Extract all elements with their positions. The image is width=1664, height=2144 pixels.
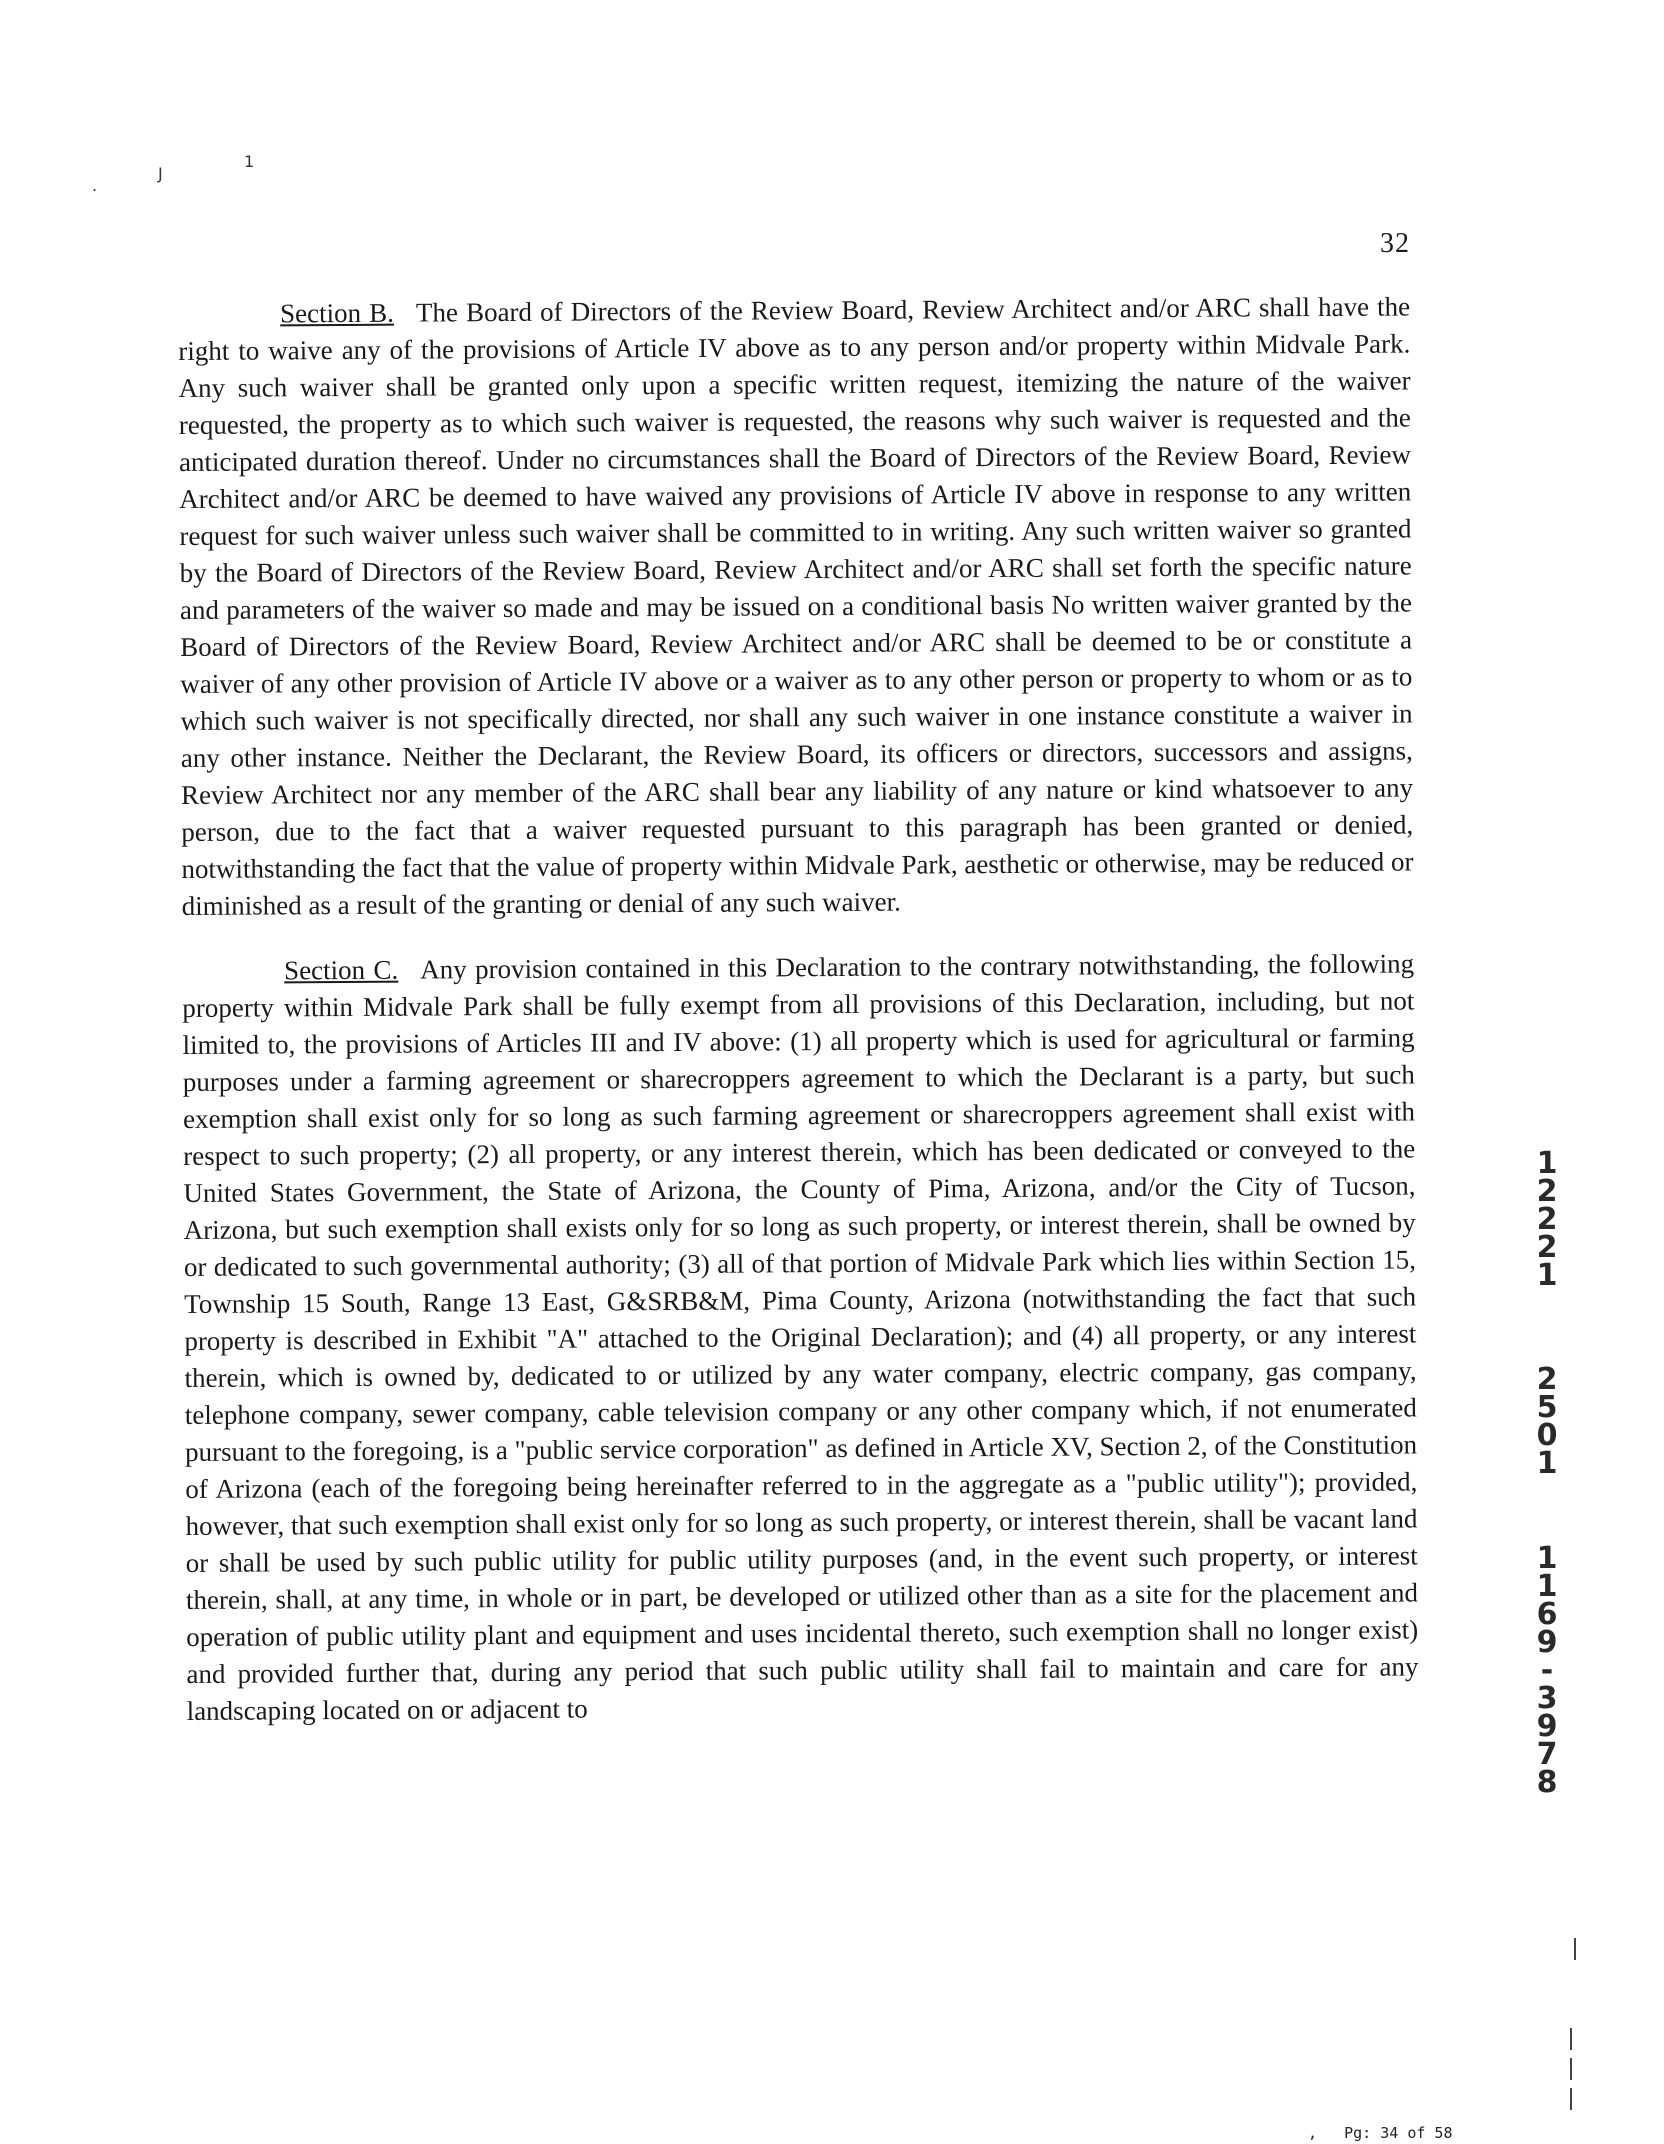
margin-tick	[1570, 2028, 1572, 2050]
section-b-label: Section B.	[280, 297, 395, 329]
scan-speck: 1	[244, 152, 255, 171]
footer-page-indicator: , Pg: 34 of 58	[1308, 2124, 1453, 2142]
section-b-paragraph	[178, 288, 1414, 925]
scan-speck: .	[92, 176, 98, 195]
section-c	[182, 945, 1419, 1730]
section-b	[178, 288, 1414, 925]
scan-speck: J	[158, 164, 163, 183]
section-c-label: Section C.	[284, 954, 399, 986]
recording-stamp-docket: 1 2 2 2 1	[1536, 1146, 1558, 1293]
margin-tick	[1570, 2058, 1572, 2080]
section-b-text: The Board of Directors of the Review Board, Review Architect and/or ARC shall have the right to waive any of the provisions of Article IV above as to any person and/or property within Midvale Park. Any such waiver shall be granted only upon a specific written request, itemizing the nature of the waiver requested, the property as to which such waiver is requested, the reasons why such waiver is requested and the anticipated duration thereof. Under no circumstances shall the Board of Directors of the Review Board, Review Architect and/or ARC be deemed to have waived any provisions of Article IV above in response to any written request for such waiver unless such waiver shall be committed to in writing. Any such written waiver so granted by the Board of Directors of the Review Board, Review Architect and/or ARC shall set forth the specific nature and parameters of the waiver so made and may be issued on a conditional basis No written waiver granted by the Board of Directors of the Review Board, Review Architect and/or ARC shall be deemed to be or constitute a waiver of any other provision of Article IV above or a waiver as to any other person or property to whom or as to which such waiver is not specifically directed, nor shall any such waiver in one instance constitute a waiver in any other instance. Neither the Declarant, the Review Board, its officers or directors, successors and assigns, Review Architect nor any member of the ARC shall bear any liability of any nature or kind whatsoever to any person, due to the fact that a waiver requested pursuant to this paragraph has been granted or denied, notwithstanding the fact that the value of property within Midvale Park, aesthetic or otherwise, may be reduced or diminished as a result of the granting or denial of any such waiver.	[178, 291, 1414, 921]
section-c-paragraph	[182, 945, 1419, 1730]
recording-stamp-sequence: 1 1 6 9 - 3 9 7 8	[1536, 1541, 1558, 1800]
margin-tick	[1570, 2088, 1572, 2110]
margin-tick	[1574, 1938, 1576, 1960]
page-number: 32	[1380, 228, 1410, 259]
document-body	[178, 288, 1419, 1757]
section-c-text: Any provision contained in this Declaration to the contrary notwithstanding, the following property within Midvale Park shall be fully exempt from all provisions of this Declaration, including, but not limited to, the provisions of Articles III and IV above: (1) all property which is used for agricultural or farming purposes under a farming agreement or sharecroppers agreement to which the Declarant is a party, but such exemption shall exist only for so long as such farming agreement or sharecroppers agreement shall exist with respect to such property; (2) all property, or any interest therein, which has been dedicated or conveyed to the United States Government, the State of Arizona, the County of Pima, Arizona, and/or the City of Tucson, Arizona, but such exemption shall exists only for so long as such property, or interest therein, shall be owned by or dedicated to such governmental authority; (3) all of that portion of Midvale Park which lies within Section 15, Township 15 South, Range 13 East, G&SRB&M, Pima County, Arizona (notwithstanding the fact that such property is described in Exhibit "A" attached to the Original Declaration); and (4) all property, or any interest therein, which is owned by, dedicated to or utilized by any water company, electric company, gas company, telephone company, sewer company, cable television company or any other company which, if not enumerated pursuant to the foregoing, is a "public service corporation" as defined in Article XV, Section 2, of the Constitution of Arizona (each of the foregoing being hereinafter referred to in the aggregate as a "public utility"); provided, however, that such exemption shall exist only for so long as such property, or interest therein, shall be vacant land or shall be used by such public utility for public utility purposes (and, in the event such property, or interest therein, shall, at any time, in whole or in part, be developed or utilized other than as a site for the placement and operation of public utility plant and equipment and uses incidental thereto, such exemption shall no longer exist) and provided further that, during any period that such public utility shall fail to maintain and care for any landscaping located on or adjacent to	[182, 948, 1419, 1726]
recording-stamp-page: 2 5 0 1	[1536, 1362, 1558, 1481]
